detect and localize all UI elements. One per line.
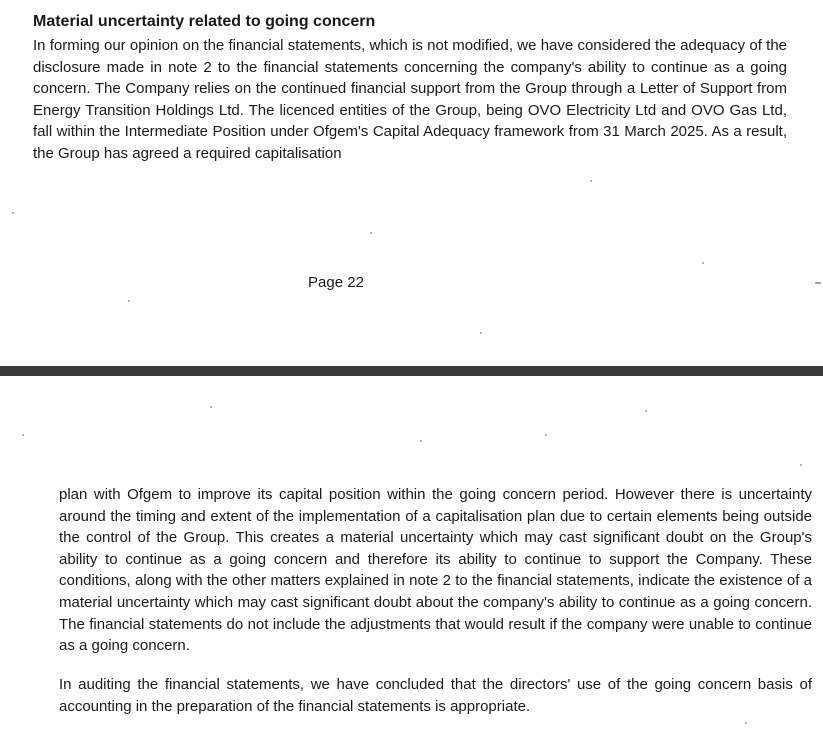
section-heading: Material uncertainty related to going concern: [33, 13, 376, 30]
scan-speck: [745, 722, 747, 724]
scan-speck: [370, 232, 372, 234]
scan-speck: [210, 406, 212, 408]
scan-speck: [645, 410, 647, 412]
document-page-bottom: [0, 376, 823, 737]
document-page-top: [0, 0, 823, 366]
scan-speck: [420, 440, 422, 442]
scan-speck: [815, 282, 821, 284]
going-concern-paragraph-continued: plan with Ofgem to improve its capital position within the going concern period. However there is uncertainty around the timing and extent of the implementation of a capitalisation plan due to certain elements being outside the control of the Group. This creates a material uncertainty which may cast significant doubt on the Group's ability to continue as a going concern and therefore its ability to continue to support the Company. These conditions, along with the other matters explained in note 2 to the financial statements, indicate the existence of a material uncertainty which may cast significant doubt about the company's ability to continue as a going concern. The financial statements do not include the adjustments that would result if the company were unable to continue as a going concern.: [59, 486, 812, 655]
scan-speck: [545, 434, 547, 436]
scan-speck: [22, 434, 24, 436]
page-number: Page 22: [308, 274, 364, 291]
scan-speck: [800, 464, 802, 466]
scan-speck: [12, 212, 14, 214]
scan-speck: [128, 300, 130, 302]
page-break-bar: [0, 366, 823, 376]
scan-speck: [590, 180, 592, 182]
going-concern-paragraph: In forming our opinion on the financial statements, which is not modified, we have considered the adequacy of the disclosure made in note 2 to the financial statements concerning the company's ability to continue as a going concern. The Company relies on the continued financial support from the Group through a Letter of Support from Energy Transition Holdings Ltd. The licenced entities of the Group, being OVO Electricity Ltd and OVO Gas Ltd, fall within the Intermediate Position under Ofgem's Capital Adequacy framework from 31 March 2025. As a result, the Group has agreed a required capitalisation: [33, 37, 787, 162]
scan-speck: [702, 262, 704, 264]
scan-speck: [480, 332, 482, 334]
audit-conclusion-paragraph: In auditing the financial statements, we have concluded that the directors' use of the going concern basis of accounting in the preparation of the financial statements is appropriate.: [59, 676, 812, 715]
